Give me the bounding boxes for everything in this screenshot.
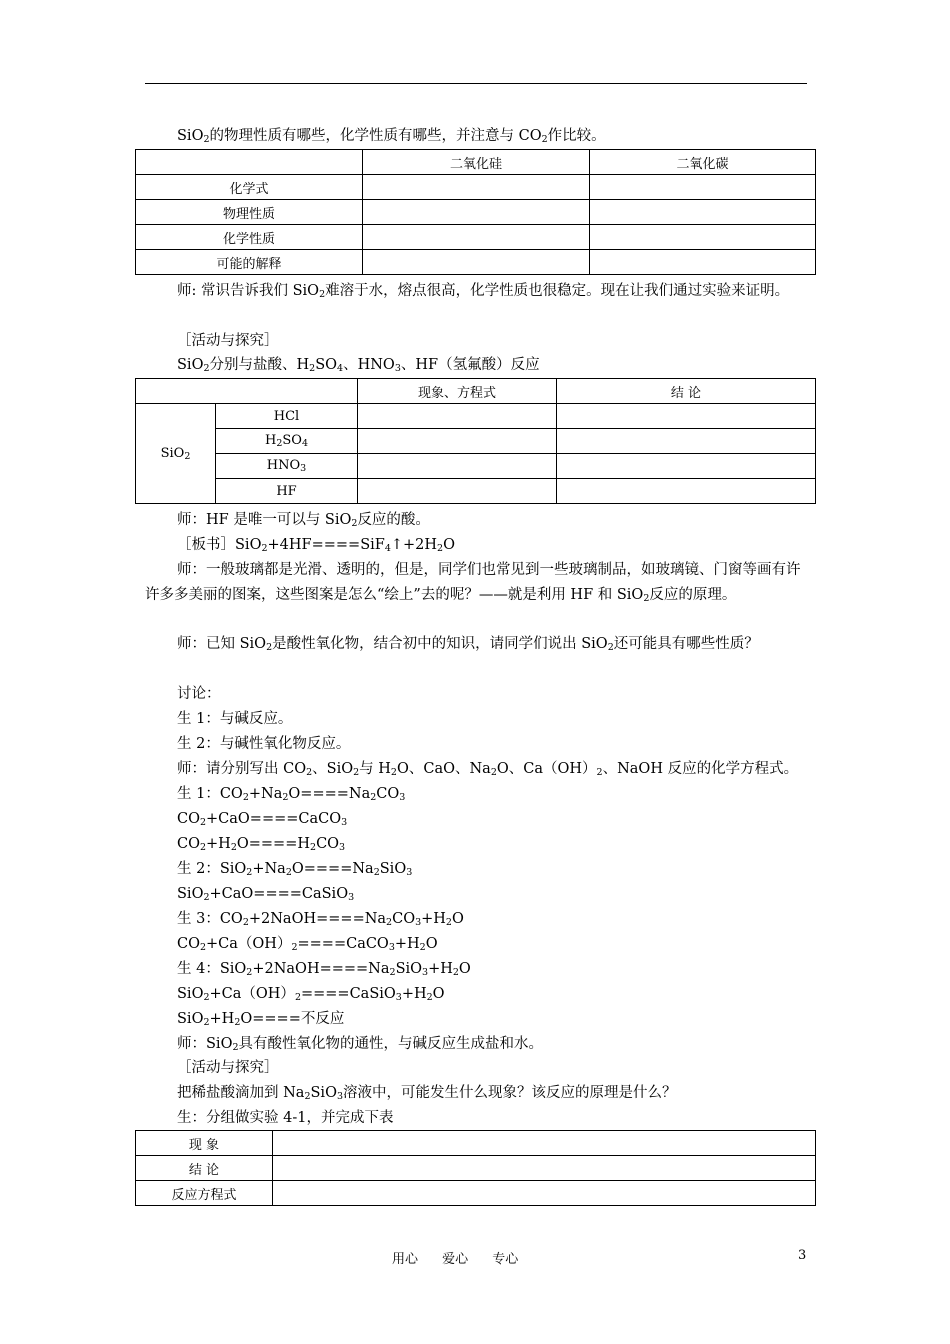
row-label: 现 象: [136, 1131, 273, 1156]
table-row: [136, 225, 816, 250]
table-header-cell: 二氧化碳: [590, 150, 816, 175]
activity-heading-1: ［活动与探究］: [177, 333, 279, 349]
row-label: 化学式: [136, 175, 363, 200]
experiment-table: [135, 1130, 816, 1206]
table-header-cell: 结 论: [557, 379, 816, 404]
acid-label: H2SO4: [216, 429, 358, 454]
row-label: 反应方程式: [136, 1181, 273, 1206]
reaction-intro: SiO2分别与盐酸、H2SO4、HNO3、HF（氢氟酸）反应: [177, 357, 540, 374]
header-rule: [145, 83, 807, 84]
teacher-paragraph-5: 师：请分别写出 CO2、SiO2与 H2O、CaO、Na2O、Ca（OH）2、NaOH 反应的化学方程式。: [177, 761, 799, 778]
acid-label: HCl: [216, 404, 358, 429]
equation: 生 3：CO2+2NaOH====Na2CO3+H2O: [177, 911, 464, 928]
page-number: 3: [798, 1248, 807, 1263]
table-row: [136, 1181, 816, 1206]
table-header-cell: 现象、方程式: [358, 379, 557, 404]
table-row: [136, 429, 816, 454]
table-header-cell: [136, 379, 358, 404]
student-answer-2: 生 2：与碱性氧化物反应。: [177, 736, 351, 752]
row-label: 结 论: [136, 1156, 273, 1181]
discussion-label: 讨论：: [177, 686, 221, 702]
student-paragraph-3: 生：分组做实验 4-1，并完成下表: [177, 1110, 394, 1126]
acid-reaction-table: [135, 378, 816, 504]
equation: SiO2+CaO====CaSiO3: [177, 886, 355, 903]
row-label: 化学性质: [136, 225, 363, 250]
group-label: SiO2: [136, 404, 216, 504]
teacher-paragraph-3: 师：一般玻璃都是光滑、透明的，但是，同学们也常见到一些玻璃制品，如玻璃镜、门窗等画有许许多多美丽的图案，这些图案是怎么“绘上”去的呢？——就是利用 HF 和 SiO2反应的原理。: [145, 562, 801, 604]
table-row: [136, 479, 816, 504]
student-answer-1: 生 1：与碱反应。: [177, 711, 293, 727]
acid-label: HNO3: [216, 454, 358, 479]
intro-paragraph: SiO2的物理性质有哪些，化学性质有哪些，并注意与 CO2作比较。: [177, 128, 606, 145]
table-row: [136, 200, 816, 225]
table-row: [136, 1156, 816, 1181]
row-label: 物理性质: [136, 200, 363, 225]
equation: 生 1：CO2+Na2O====Na2CO3: [177, 786, 406, 803]
equation: SiO2+Ca（OH）2====CaSiO3+H2O: [177, 986, 445, 1003]
equation: 生 4：SiO2+2NaOH====Na2SiO3+H2O: [177, 961, 471, 978]
equation: 生 2：SiO2+Na2O====Na2SiO3: [177, 861, 413, 878]
table-header-cell: [136, 150, 363, 175]
properties-table: [135, 149, 816, 275]
activity-heading-2: ［活动与探究］: [177, 1060, 279, 1076]
equation: CO2+Ca（OH）2====CaCO3+H2O: [177, 936, 438, 953]
equation: CO2+H2O====H2CO3: [177, 836, 346, 853]
question-paragraph: 把稀盐酸滴加到 Na2SiO3溶液中，可能发生什么现象？该反应的原理是什么？: [177, 1085, 677, 1102]
table-header-cell: 二氧化硅: [363, 150, 590, 175]
equation: SiO2+H2O====不反应: [177, 1011, 345, 1028]
teacher-paragraph-4: 师：已知 SiO2是酸性氧化物，结合初中的知识，请同学们说出 SiO2还可能具有哪些性质？: [177, 636, 759, 653]
acid-label: HF: [216, 479, 358, 504]
equation: CO2+CaO====CaCO3: [177, 811, 348, 828]
board-note: ［板书］SiO2+4HF====SiF4↑+2H2O: [177, 537, 455, 554]
row-label: 可能的解释: [136, 250, 363, 275]
teacher-paragraph-2: 师：HF 是唯一可以与 SiO2反应的酸。: [177, 512, 430, 529]
teacher-paragraph-1: 师: 常识告诉我们 SiO2难溶于水，熔点很高，化学性质也很稳定。现在让我们通过实验来证明。: [177, 283, 790, 300]
table-row: [136, 404, 816, 429]
teacher-paragraph-6: 师：SiO2具有酸性氧化物的通性，与碱反应生成盐和水。: [177, 1036, 544, 1053]
table-row: [136, 250, 816, 275]
table-row: [136, 1131, 816, 1156]
table-row: [136, 175, 816, 200]
page-footer: 用心 爱心 专心: [392, 1252, 519, 1267]
table-row: [136, 454, 816, 479]
